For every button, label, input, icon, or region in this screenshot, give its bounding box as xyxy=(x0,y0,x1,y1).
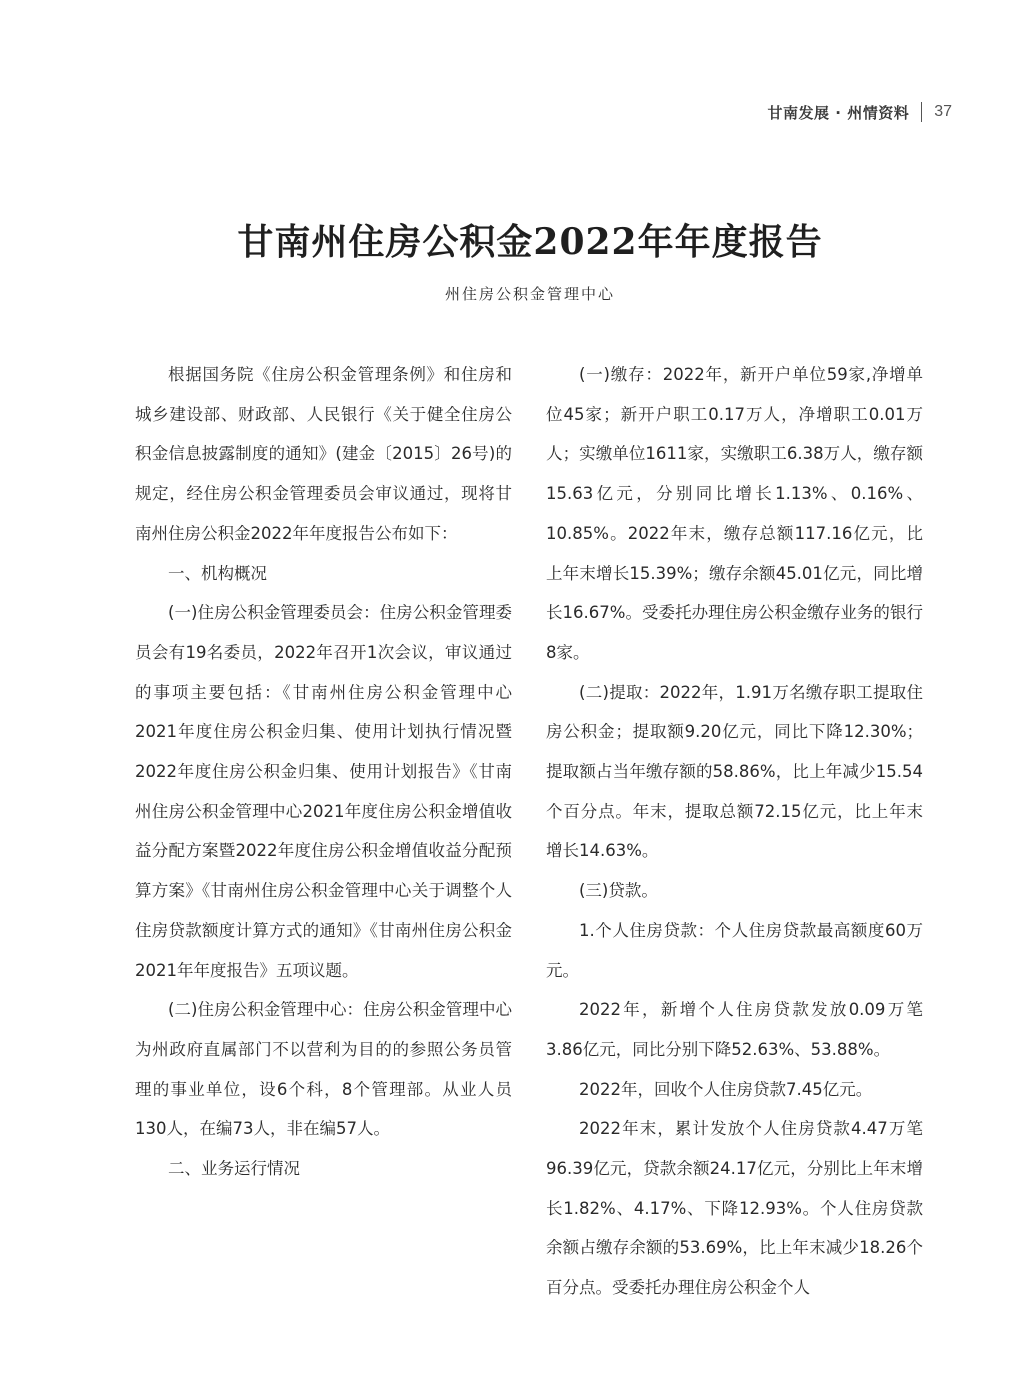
section-heading-organization: 一、机构概况 xyxy=(168,563,267,583)
paragraph-withdrawals: (二)提取：2022年，1.91万名缴存职工提取住房公积金；提取额9.20亿元，同比下降12.30%；提取额占当年缴存额的58.86%，比上年减少15.54个百分点。年末，提取总额72.15亿元，比上年末增长14.63%。 xyxy=(546,682,923,861)
paragraph-loan-recovery: 2022年，回收个人住房贷款7.45亿元。 xyxy=(579,1079,873,1099)
paragraph-cumulative-loans: 2022年末，累计发放个人住房贷款4.47万笔96.39亿元，贷款余额24.17亿元，分别比上年末增长1.82%、4.17%、下降12.93%。个人住房贷款余额占缴存余额的53.69%，比上年末减少18.26个百分点。受委托办理住房公积金个人 xyxy=(546,1119,923,1298)
paragraph-new-loans: 2022年，新增个人住房贷款发放0.09万笔3.86亿元，同比分别下降52.63%、53.88%。 xyxy=(546,1000,923,1059)
paragraph-committee: (一)住房公积金管理委员会：住房公积金管理委员会有19名委员，2022年召开1次会议，审议通过的事项主要包括：《甘南州住房公积金管理中心2021年度住房公积金归集、使用计划执行情况暨2022年度住房公积金归集、使用计划报告》《甘南州住房公积金管理中心2021年度住房公积金增值收益分配方案暨2022年度住房公积金增值收益分配预算方案》《甘南州住房公积金管理中心关于调整个人住房贷款额度计算方式的通知》《甘南州住房公积金2021年年度报告》五项议题。 xyxy=(135,603,512,980)
right-column xyxy=(546,355,923,1308)
header-divider xyxy=(921,102,922,122)
section-heading-operations: 二、业务运行情况 xyxy=(168,1159,300,1179)
left-column xyxy=(135,355,512,1189)
paragraph-loans-heading: (三)贷款。 xyxy=(579,881,658,901)
article-title: 甘南州住房公积金2022年年度报告 xyxy=(237,221,823,263)
paragraph-deposits: (一)缴存：2022年，新开户单位59家,净增单位45家；新开户职工0.17万人，净增职工0.01万人；实缴单位1611家，实缴职工6.38万人，缴存额15.63亿元，分别同比增长1.13%、0.16%、10.85%。2022年末，缴存总额117.16亿元，比上年末增长15.39%；缴存余额45.01亿元，同比增长16.67%。受委托办理住房公积金缴存业务的银行8家。 xyxy=(546,365,923,662)
running-header xyxy=(768,101,952,123)
intro-paragraph: 根据国务院《住房公积金管理条例》和住房和城乡建设部、财政部、人民银行《关于健全住房公积金信息披露制度的通知》(建金〔2015〕26号)的规定，经住房公积金管理委员会审议通过，现将甘南州住房公积金2022年年度报告公布如下： xyxy=(135,365,512,543)
page-number: 37 xyxy=(934,103,952,120)
article-author: 州住房公积金管理中心 xyxy=(444,285,615,303)
paragraph-center: (二)住房公积金管理中心：住房公积金管理中心为州政府直属部门不以营利为目的的参照公务员管理的事业单位，设6个科，8个管理部。从业人员130人，在编73人，非在编57人。 xyxy=(135,1000,512,1139)
running-header-section: 甘南发展 · 州情资料 xyxy=(767,103,910,122)
paragraph-personal-loan-limit: 1.个人住房贷款：个人住房贷款最高额度60万元。 xyxy=(546,920,923,980)
